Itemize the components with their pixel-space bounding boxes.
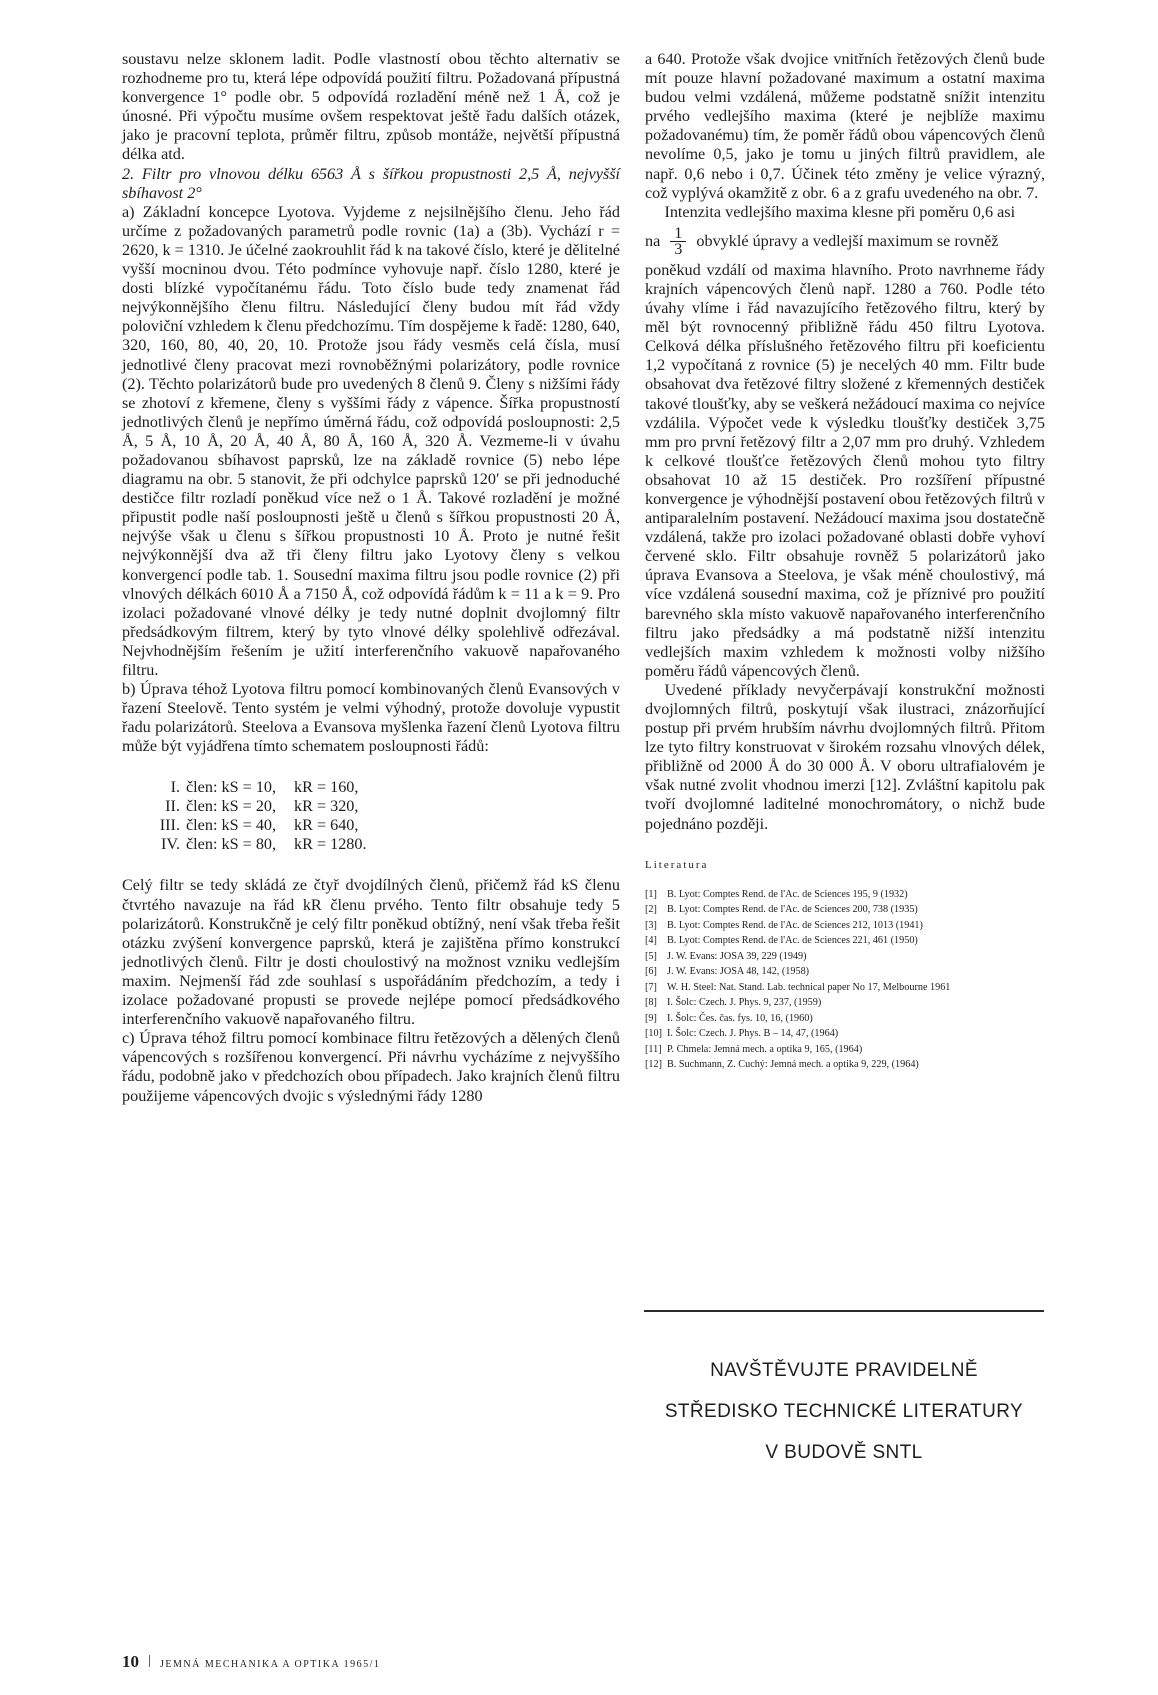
reference-item: [7] W. H. Steel: Nat. Stand. Lab. technical paper No 17, Melbourne 1961 — [645, 981, 951, 993]
paragraph: soustavu nelze sklonem ladit. Podle vlastností obou těchto alternativ se rozhodneme pro tu, která lépe odpovídá použití filtru. Požadovaná přípustná konvergence 1° podle obr. 5 odpovídá rozladění méně než 1 Å, což je únosné. Při výpočtu musíme ovšem respektovat ještě řadu dalších otázek, jako je pracovní teplota, průměr filtru, způsob montáže, největší přípustná délka atd. — [122, 50, 620, 164]
reference-item: [6] J. W. Evans: JOSA 48, 142, (1958) — [645, 966, 810, 978]
paragraph: poněkud vzdálí od maxima hlavního. Proto navrhneme řády krajních vápencových členů např. 1280 a 760. Podle této úvahy vlíme i řád navazujícího řetězového filtru, který by měl být rovnocenný přibližně řádu 450 filtru Lyotova. Celková délka příslušného řetězového filtru při koeficientu 1,2 vypočítaná z rovnice (5) je necelých 40 mm. Filtr bude obsahovat dva řetězové filtry složené z křemenných destiček takové tloušťky, aby se veškerá nežádoucí maxima co nejvíce vzdálila. Výpočet vede k výsledku tloušťky destiček 3,75 mm pro první řetězový filtr a 2,07 mm pro druhý. Vzhledem k celkové tloušťce řetězových členů mohou tyto filtry obsahovat 10 až 15 destiček. Pro rozšíření přípustné konvergence je výhodnější postavení obou řetězových filtrů v antiparalelním postavení. Nežádoucí maxima jsou dostatečně vzdálená, takže pro izolaci požadované oblasti dobře vyhoví červené sklo. Filtr obsahuje rovněž 5 polarizátorů jako úprava Evansova a Steelova, je však méně choulostivý, má více vzdálená sousední maxima, což je příznivé pro použití barevného skla místo vakuově napařovaného interferenčního filtru jako předsádky a má podstatně nižší intenzitu vedlejších maxim vzhledem k možnosti volby nižšího poměru řádů vápencových členů. — [645, 260, 1045, 680]
fraction: $\frac{1}{3}$ — [670, 226, 686, 257]
reference-item: [4] B. Lyot: Comptes Rend. de l'Ac. de Sciences 221, 461 (1950) — [645, 935, 918, 947]
member-row: III. člen: kS = 40, kR = 640, — [159, 816, 359, 835]
fraction-line: na $\frac{1}{3}$ obvyklé úpravy a vedlejší maximum se rovněž — [645, 223, 999, 258]
reference-item: [5] J. W. Evans: JOSA 39, 229 (1949) — [645, 950, 807, 962]
reference-item: [2] B. Lyot: Comptes Rend. de l'Ac. de Sciences 200, 738 (1935) — [645, 904, 918, 916]
member-row: II. člen: kS = 20, kR = 320, — [165, 797, 359, 816]
journal-name: JEMNÁ MECHANIKA A OPTIKA 1965/1 — [160, 1659, 381, 1670]
reference-item: [1] B. Lyot: Comptes Rend. de l'Ac. de Sciences 195, 9 (1932) — [645, 888, 908, 900]
reference-item: [9] I. Šolc: Čes. čas. fys. 10, 16, (1960) — [645, 1012, 813, 1024]
footer-divider — [149, 1655, 150, 1667]
order-sequence-scheme — [122, 778, 620, 854]
paragraph: c) Úprava téhož filtru pomocí kombinace filtru řetězových a dělených členů vápencových s rozšířenou konvergencí. Při návrhu vycházíme z nejvyššího řádu, podobně jako v předchozích obou případech. Jako krajních členů filtru použijeme vápencových dvojic s výslednými řády 1280 — [122, 1029, 620, 1105]
page-footer — [122, 1652, 380, 1672]
paragraph: b) Úprava téhož Lyotova filtru pomocí kombinovaných členů Evansových v řazení Steelově. Tento systém je velmi výhodný, protože dovoluje vypustit řadu polarizátorů. Steelova a Evansova myšlenka řazení členů Lyotova filtru může být vyjádřena tímto schematem posloupnosti řádů: — [122, 680, 620, 756]
ad-line: V BUDOVĚ SNTL — [765, 1442, 923, 1463]
paragraph: Uvedené příklady nevyčerpávají konstrukční možnosti dvojlomných filtrů, poskytují však ilustraci, znázorňující postup při prvém hrubším návrhu dvojlomných filtrů. Přitom lze tyto filtry konstruovat v širokém rozsahu vlnových délek, přibližně od 2000 Å do 30 000 Å. V oboru ultrafialovém je však nutné zvolit vhodnou imerzi [12]. Zvláštní kapitolu pak tvoří dvojlomné laditelné monochromátory, o nichž bude pojednáno později. — [645, 680, 1045, 833]
ad-line: STŘEDISKO TECHNICKÉ LITERATURY — [664, 1401, 1024, 1422]
advertisement-box — [644, 1310, 1044, 1473]
reference-item: [12] B. Suchmann, Z. Cuchý: Jemná mech. a optika 9, 229, (1964) — [645, 1059, 919, 1071]
page-number: 10 — [122, 1652, 139, 1671]
paragraph: Intenzita vedlejšího maxima klesne při poměru 0,6 asi — [664, 202, 1016, 221]
section-heading: 2. Filtr pro vlnovou délku 6563 Å s šířkou propustnosti 2,5 Å, nejvyšší sbíhavost 2° — [122, 164, 620, 202]
reference-item: [10] I. Šolc: Czech. J. Phys. B – 14, 47, (1964) — [645, 1028, 839, 1040]
reference-item: [8] I. Šolc: Czech. J. Phys. 9, 237, (1959) — [645, 997, 822, 1009]
paragraph: a) Základní koncepce Lyotova. Vyjdeme z nejsilnějšího členu. Jeho řád určíme z požadovaných parametrů podle rovnic (1a) a (3b). Vychází r = 2620, k = 1310. Je účelné zaokrouhlit řád k na takové číslo, které je dělitelné vyšší mocninou dvou. Této podmínce vyhovuje např. číslo 1280, které je dosti blízké vypočítanému řádu. Toto číslo bude tedy znamenat řád nejvýkonnějšího členu filtru. Následující členy budou mít řád vždy poloviční vzhledem k členu předchozímu. Tím dospějeme k řadě: 1280, 640, 320, 160, 80, 40, 20, 10. Protože jsou řády vesměs celá čísla, musí jednotlivé členy pracovat mezi rovnoběžnými polarizátory, podle rovnice (2). Těchto polarizátorů bude pro uvedených 8 členů 9. Členy s nižšími řády se zhotoví z křemene, členy s vyššími řády z vápence. Šířka propustností jednotlivých členů je nepřímo úměrná řádu, což odpovídá posloupnosti: 2,5 Å, 5 Å, 10 Å, 20 Å, 40 Å, 80 Å, 160 Å, 320 Å. Vezmeme-li v úvahu požadovanou sbíhavost paprsků, lze na základě rovnice (5) nebo lépe diagramu na obr. 5 stanovit, že při odchylce paprsků 120′ se při jednoduché destičce filtr rozladí poněkud více než o 1 Å. Takové rozladění je možné připustit podle naší posloupnosti ještě u členů s šířkou propustnosti 20 Å, nejvýše však u členu s šířkou propustnosti 10 Å. Proto je nutné řešit nejvýkonnější dva až tři členy filtru jako Lyotovy členy s velkou konvergencí podle tab. 1. Sousední maxima filtru jsou podle rovnice (2) při vlnových délkách 6010 Å a 7150 Å, což odpovídá řádům k = 11 a k = 9. Pro izolaci požadované vlnové délky je tedy nutné doplnit dvojlomný filtr předsádkovým filtrem, který by tyto vlnové délky spolehlivě odřezával. Nejvhodnějším řešením je užití interferenčního vakuově napařovaného filtru. — [122, 202, 620, 679]
ad-line: NAVŠTĚVUJTE PRAVIDELNĚ — [710, 1360, 978, 1381]
left-column — [122, 50, 620, 1106]
literature-heading: Literatura — [645, 858, 709, 871]
reference-item: [11] P. Chmela: Jemná mech. a optika 9, 165, (1964) — [645, 1043, 863, 1055]
reference-item: [3] B. Lyot: Comptes Rend. de l'Ac. de Sciences 212, 1013 (1941) — [645, 919, 923, 931]
member-row: I. člen: kS = 10, kR = 160, — [170, 778, 359, 797]
paragraph: Celý filtr se tedy skládá ze čtyř dvojdílných členů, přičemž řád kS členu čtvrtého navazuje na řád kR členu prvého. Tento filtr obsahuje tedy 5 polarizátorů. Konstrukčně je celý filtr poněkud obtížný, není však třeba řešit otázku zvýšení konvergence paprsků, která je zajištěna přímo konstrukcí jednotlivých členů. Filtr je dosti choulostivý na možnost vzniku vedlejším maxim. Nejmenší řád zde souhlasí s uspořádáním předchozím, a tedy i izolace požadované propusti se provede nejlépe pomocí předsádkového interferenčního vakuově napařovaného filtru. — [122, 876, 620, 1029]
right-column — [645, 50, 1045, 1073]
paragraph: a 640. Protože však dvojice vnitřních řetězových členů bude mít pouze hlavní požadované maximum a ostatní maxima budou velmi vzdálená, můžeme podstatně snížit intenzitu prvého vedlejšího maxima (které je nejblíže maximu požadovanému) tím, že poměr řádů obou vápencových členů nevolíme 0,5, jako je tomu u jiných filtrů pravidlem, ale např. 0,6 nebo i 0,7. Účinek této změny je velice výrazný, což vyplývá okamžitě z obr. 6 a z grafu uvedeného na obr. 7. — [645, 50, 1045, 202]
reference-list — [645, 887, 1045, 1073]
member-row: IV. člen: kS = 80, kR = 1280. — [160, 835, 367, 854]
